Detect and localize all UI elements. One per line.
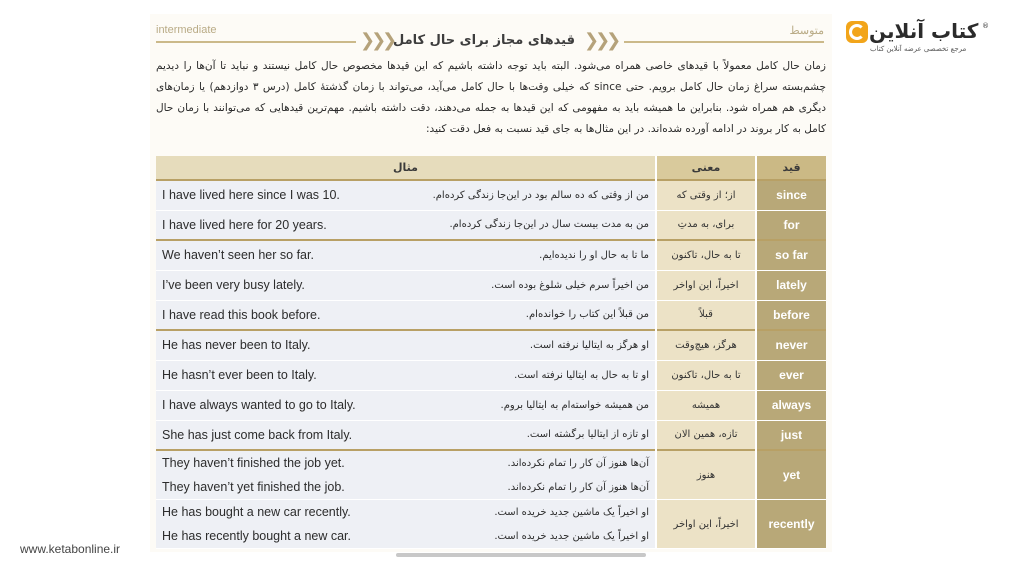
example-english: I have lived here for 20 years. [162, 217, 327, 232]
example-english: We haven’t seen her so far. [162, 248, 314, 263]
adverb-cell: never [756, 330, 826, 360]
example-persian: من از وقتی که ده سالم بود در این‌جا زندگی کرده‌ام. [432, 189, 649, 201]
table-row [156, 390, 826, 420]
chevrons-left-icon: ❯❯❯ [360, 30, 394, 51]
table-row [156, 240, 826, 270]
section-title-text: قیدهای مجاز برای حال کامل [393, 32, 575, 48]
example-line [162, 423, 649, 447]
table-row [156, 500, 826, 549]
adverb-cell: before [756, 300, 826, 330]
example-english: I have lived here since I was 10. [162, 188, 340, 203]
example-line [162, 273, 649, 297]
intro-paragraph: زمان حال کامل معمولاً با قیدهای خاصی همراه می‌شود. البته باید توجه داشته باشیم که این قیدها مخصوص حال کامل نیستند و نباید تا آن‌ها را دیدیم چشم‌بسته سراغ زمان حال کامل برویم. حتی since که خیلی وقت‌ها با حال کامل می‌آید، می‌تواند با زمان گذشتهٔ کامل (درس ۳ دوازدهم) یا زمان‌های دیگری هم همراه شود. بنابراین ما همیشه باید به مفهومی که این قیدها به جمله می‌دهند، دقت داشته باشیم. مهم‌ترین قیدهایی که می‌توانند با زمان حال کامل به کار بروند در ادامه آورده شده‌اند. در این مثال‌ها به جای قید نسبت به فعل دقت کنید: [156, 60, 826, 135]
table-row [156, 180, 826, 210]
brand-tagline: مرجع تخصصی عرضه آنلاین کتاب [870, 45, 967, 53]
example-line [162, 500, 649, 524]
example-cell [156, 500, 656, 549]
example-persian: من اخیراً سرم خیلی شلوغ بوده است. [491, 279, 649, 291]
example-cell [156, 180, 656, 210]
example-english: He has never been to Italy. [162, 338, 311, 353]
example-persian: من قبلاً این کتاب را خوانده‌ام. [525, 309, 649, 321]
example-cell [156, 450, 656, 500]
header-rule-left [156, 41, 356, 43]
meaning-cell: اخیراً، این اواخر [656, 270, 756, 300]
table-row [156, 270, 826, 300]
level-label-en: intermediate [156, 24, 217, 36]
example-english: I have always wanted to go to Italy. [162, 398, 356, 412]
example-english: I’ve been very busy lately. [162, 278, 305, 292]
example-persian: او هرگز به ایتالیا نرفته است. [529, 339, 649, 351]
adverbs-table [156, 156, 826, 549]
chevrons-right-icon: ❯❯❯ [584, 30, 618, 51]
example-cell [156, 360, 656, 390]
meaning-cell: تا به حال، تاکنون [656, 360, 756, 390]
example-cell [156, 390, 656, 420]
meaning-cell: هنوز [656, 450, 756, 500]
horizontal-scrollbar[interactable] [396, 553, 646, 557]
example-line [162, 183, 649, 207]
header-rule-right [624, 41, 824, 43]
example-line [162, 393, 649, 417]
meaning-cell: تازه، همین الان [656, 420, 756, 450]
meaning-cell: همیشه [656, 390, 756, 420]
meaning-cell: تا به حال، تاکنون [656, 240, 756, 270]
example-english: I have read this book before. [162, 307, 321, 322]
example-line [162, 363, 649, 387]
example-line [162, 243, 649, 267]
example-cell [156, 300, 656, 330]
header-adverb: قید [756, 156, 826, 180]
example-english: He hasn’t ever been to Italy. [162, 368, 317, 382]
example-english: They haven’t yet finished the job. [162, 480, 345, 494]
adverb-cell: lately [756, 270, 826, 300]
meaning-cell: اخیراً، این اواخر [656, 500, 756, 549]
section-title [386, 28, 582, 52]
adverb-cell: always [756, 390, 826, 420]
logo-icon [846, 21, 868, 43]
table-row [156, 300, 826, 330]
header-meaning: معنی [656, 156, 756, 180]
example-persian: او اخیراً یک ماشین جدید خریده است. [494, 506, 649, 518]
example-persian: او تازه از ایتالیا برگشته است. [526, 429, 649, 441]
example-line [162, 303, 649, 327]
example-persian: آن‌ها هنوز آن کار را تمام نکرده‌اند. [507, 481, 649, 493]
adverb-cell: ever [756, 360, 826, 390]
example-cell [156, 210, 656, 240]
example-english: He has bought a new car recently. [162, 505, 351, 519]
meaning-cell: قبلاً [656, 300, 756, 330]
adverb-cell: yet [756, 450, 826, 500]
adverb-cell: since [756, 180, 826, 210]
example-english: He has recently bought a new car. [162, 529, 352, 543]
example-cell [156, 420, 656, 450]
example-english: They haven’t finished the job yet. [162, 456, 345, 470]
meaning-cell: برای، به مدتِ [656, 210, 756, 240]
example-cell [156, 330, 656, 360]
registered-mark: ® [982, 22, 989, 30]
adverb-cell: just [756, 420, 826, 450]
meaning-cell: از؛ از وقتی که [656, 180, 756, 210]
adverb-cell: so far [756, 240, 826, 270]
example-persian: ما تا به حال او را ندیده‌ایم. [539, 249, 649, 261]
example-persian: او تا به حال به ایتالیا نرفته است. [514, 369, 649, 381]
table-row [156, 210, 826, 240]
table-row [156, 330, 826, 360]
example-persian: من همیشه خواسته‌ام به ایتالیا بروم. [500, 399, 649, 411]
example-cell [156, 270, 656, 300]
example-line [162, 333, 649, 357]
table-body [156, 180, 826, 549]
meaning-cell: هرگز، هیچ‌وقت [656, 330, 756, 360]
website-url[interactable]: www.ketabonline.ir [20, 542, 121, 556]
book-page [150, 14, 832, 552]
level-label-fa: متوسط [789, 25, 824, 37]
example-persian: من به مدت بیست سال در این‌جا زندگی کرده‌ام. [449, 219, 649, 231]
example-line [162, 213, 649, 237]
table-row [156, 450, 826, 500]
example-cell [156, 240, 656, 270]
brand-name: کتاب آنلاین [869, 19, 979, 43]
example-line [162, 451, 649, 475]
example-persian: آن‌ها هنوز آن کار را تمام نکرده‌اند. [507, 457, 649, 469]
header-example: مثال [156, 156, 656, 180]
example-line [162, 475, 649, 499]
adverb-cell: for [756, 210, 826, 240]
table-row [156, 420, 826, 450]
example-english: She has just come back from Italy. [162, 427, 353, 442]
example-line [162, 524, 649, 548]
example-persian: او اخیراً یک ماشین جدید خریده است. [494, 530, 649, 542]
table-row [156, 360, 826, 390]
adverb-cell: recently [756, 500, 826, 549]
